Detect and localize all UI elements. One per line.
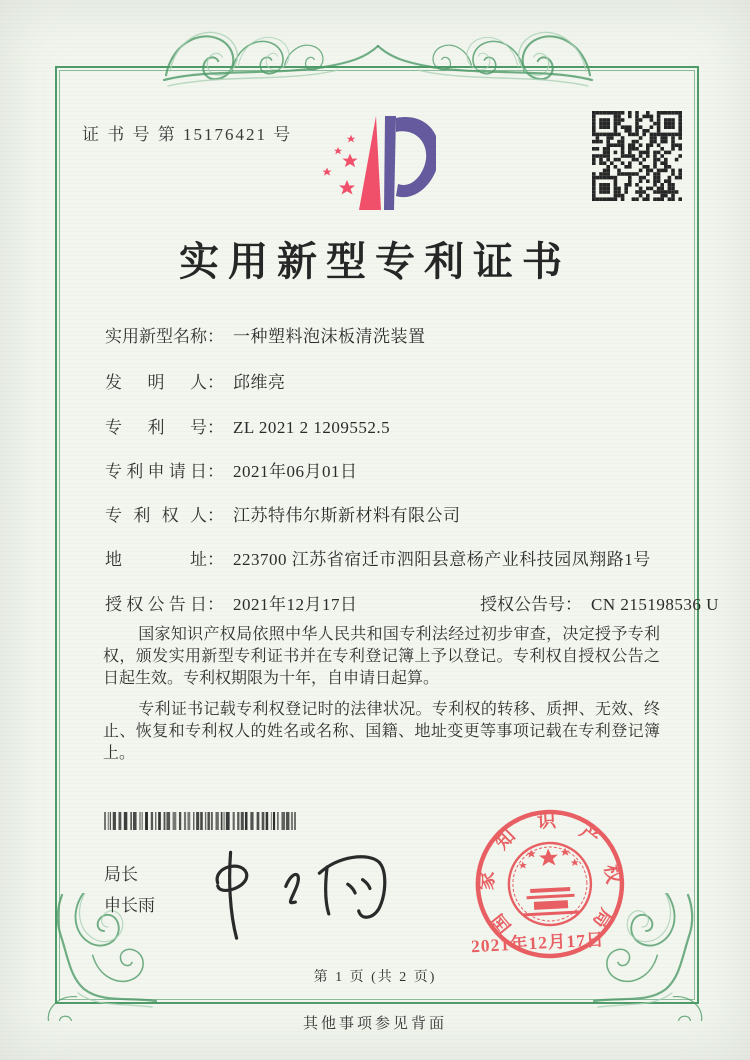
back-side-note: 其他事项参见背面 bbox=[302, 1016, 447, 1032]
director-handwritten-signature bbox=[188, 838, 406, 945]
page-number: 第 1 页 (共 2 页) bbox=[313, 970, 437, 985]
certificate-title: 实用新型专利证书 bbox=[179, 239, 571, 284]
certificate-number: 证 书 号 第 15176421 号 bbox=[82, 125, 293, 144]
field-value: ZL 2021 2 1209552.5 bbox=[233, 418, 391, 437]
logo-p-bowl bbox=[396, 117, 436, 197]
svg-text:产: 产 bbox=[575, 821, 604, 850]
field-label: 地址 bbox=[105, 550, 207, 569]
svg-text:家: 家 bbox=[476, 870, 499, 891]
field-label: 专利号 bbox=[105, 418, 207, 437]
field-row-filing-date: 专利申请日： 2021年06月01日 bbox=[105, 457, 358, 481]
field-value: 邱维亮 bbox=[233, 373, 286, 392]
field-value: 223700 江苏省宿迁市泗阳县意杨产业科技园凤翔路1号 bbox=[233, 550, 651, 569]
barcode bbox=[104, 812, 302, 830]
field-value: 江苏特伟尔斯新材料有限公司 bbox=[233, 506, 461, 525]
seal-agency-text bbox=[470, 805, 628, 939]
field-grant-publication-number: 授权公告号： CN 215198536 U bbox=[480, 595, 719, 614]
top-flourish-ornament bbox=[158, 2, 598, 90]
svg-text:国: 国 bbox=[487, 909, 516, 938]
seal-date: 2021年12月17日 bbox=[470, 929, 605, 957]
seal-emblem-gate bbox=[522, 887, 579, 917]
field-value: 一种塑料泡沫板清洗装置 bbox=[233, 327, 426, 346]
field-value: 2021年06月01日 bbox=[233, 462, 358, 481]
logo-cone bbox=[359, 116, 381, 210]
legal-paragraph-2: 专利证书记载专利权登记时的法律状况。专利权的转移、质押、无效、终止、恢复和专利权人的姓名或名称、国籍、地址变更等事项记载在专利登记簿上。 bbox=[103, 701, 660, 762]
field-label: 授权公告号 bbox=[480, 595, 565, 614]
logo-p-bar bbox=[384, 116, 396, 210]
official-seal bbox=[455, 791, 644, 980]
field-row-patentee: 专利权人： 江苏特伟尔斯新材料有限公司 bbox=[105, 501, 461, 525]
director-name: 申长雨 bbox=[104, 896, 155, 915]
field-row-grant-date: 授权公告日： 2021年12月17日 授权公告号： CN 215198536 U bbox=[105, 590, 358, 614]
field-label: 授权公告日 bbox=[105, 595, 207, 614]
cnipa-logo bbox=[310, 110, 436, 218]
qr-code bbox=[592, 111, 682, 201]
svg-text:权: 权 bbox=[599, 863, 624, 886]
field-value: CN 215198536 U bbox=[591, 595, 719, 614]
field-label: 发明人 bbox=[105, 373, 207, 392]
field-row-address: 地址： 223700 江苏省宿迁市泗阳县意杨产业科技园凤翔路1号 bbox=[105, 545, 651, 569]
field-value: 2021年12月17日 bbox=[233, 595, 358, 614]
field-label: 专利权人 bbox=[105, 506, 207, 525]
field-row-patent-number: 专利号： ZL 2021 2 1209552.5 bbox=[105, 413, 390, 437]
field-row-inventor: 发明人： 邱维亮 bbox=[105, 368, 286, 392]
field-label: 实用新型名称 bbox=[105, 327, 207, 346]
legal-text-block bbox=[103, 624, 660, 774]
field-label: 专利申请日 bbox=[105, 462, 207, 481]
svg-text:局: 局 bbox=[588, 904, 617, 932]
legal-paragraph-1: 国家知识产权局依照中华人民共和国专利法经过初步审查，决定授予专利权，颁发实用新型专利证书并在专利登记簿上予以登记。专利权自授权公告之日起生效。专利权期限为十年，自申请日起算。 bbox=[103, 626, 660, 687]
director-title: 局长 bbox=[104, 865, 138, 884]
svg-text:识: 识 bbox=[536, 810, 557, 833]
svg-text:知: 知 bbox=[491, 825, 520, 854]
field-row-utility-model-name: 实用新型名称： 一种塑料泡沫板清洗装置 bbox=[105, 322, 426, 346]
